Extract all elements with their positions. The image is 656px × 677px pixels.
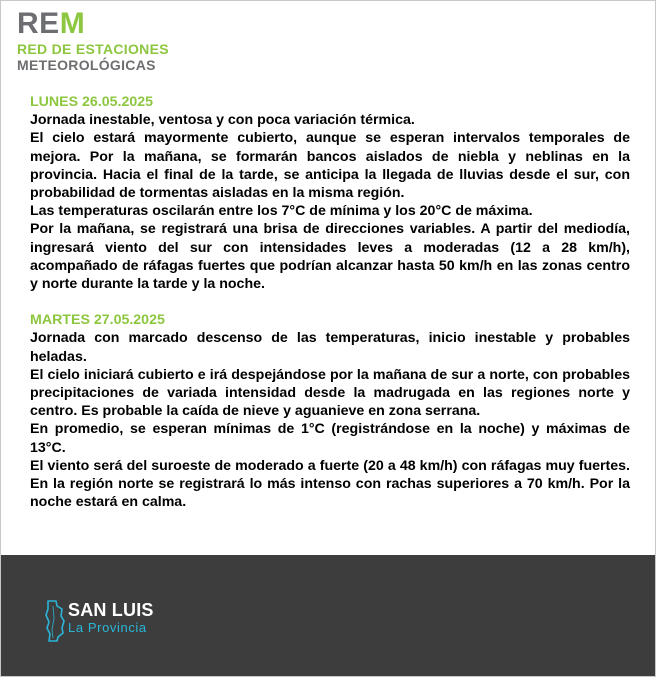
san-luis-subtitle: La Provincia — [68, 620, 147, 635]
forecast-paragraph: Las temperaturas oscilarán entre los 7°C de mínima y los 20°C de máxima. — [30, 203, 533, 220]
rem-logo-line2: METEOROLÓGICAS — [17, 57, 156, 73]
forecast-paragraph: Por la mañana, se registrará una brisa de direcciones variables. A partir del mediodía, ingresará viento del sur con intensidades leves a moderadas (12 a 28 km/h), acompañado de ráfagas fuertes que podrían alcanzar hasta 50 km/h en las zonas centro y norte durante la tarde y la noche. — [30, 221, 630, 293]
day-forecast-tuesday — [30, 311, 630, 511]
rem-logo — [17, 8, 169, 73]
san-luis-map-icon — [44, 600, 66, 642]
san-luis-name: SAN LUIS — [68, 600, 154, 620]
rem-logo-mark: REM — [17, 7, 86, 40]
rem-logo-line1: RED DE ESTACIONES — [17, 41, 169, 57]
forecast-paragraph: El cielo iniciará cubierto e irá despejándose por la mañana de sur a norte, con probables precipitaciones de variada intensidad desde la madrugada en las regiones norte y centro. Es probable la caída de nieve y aguanieve en zona serrana. — [30, 366, 630, 420]
forecast-paragraph: El cielo estará mayormente cubierto, aunque se esperan intervalos temporales de mejora. Por la mañana, se formarán bancos aislados de niebla y neblinas en la provincia. Hacia el final de la tarde, se anticipa la llegada de lluvias desde el sur, con probabilidad de tormentas aisladas en la misma región. — [30, 130, 630, 202]
forecast-paragraph: En promedio, se esperan mínimas de 1°C (registrándose en la noche) y máximas de 13°C. — [30, 421, 630, 456]
day-title: LUNES 26.05.2025 — [30, 94, 154, 110]
forecast-paragraph: Jornada inestable, ventosa y con poca variación térmica. — [30, 112, 415, 129]
forecast-paragraph: El viento será del suroeste de moderado a fuerte (20 a 48 km/h) con ráfagas muy fuertes. En la región norte se registrará lo más intenso con rachas superiores a 70 km/h. Por la noche estará en calma. — [30, 457, 630, 511]
forecast-paragraph: Jornada con marcado descenso de las temperaturas, inicio inestable y probables heladas. — [30, 330, 630, 365]
day-title: MARTES 27.05.2025 — [30, 312, 165, 329]
day-forecast-monday — [30, 93, 630, 293]
forecast-content — [30, 93, 630, 511]
